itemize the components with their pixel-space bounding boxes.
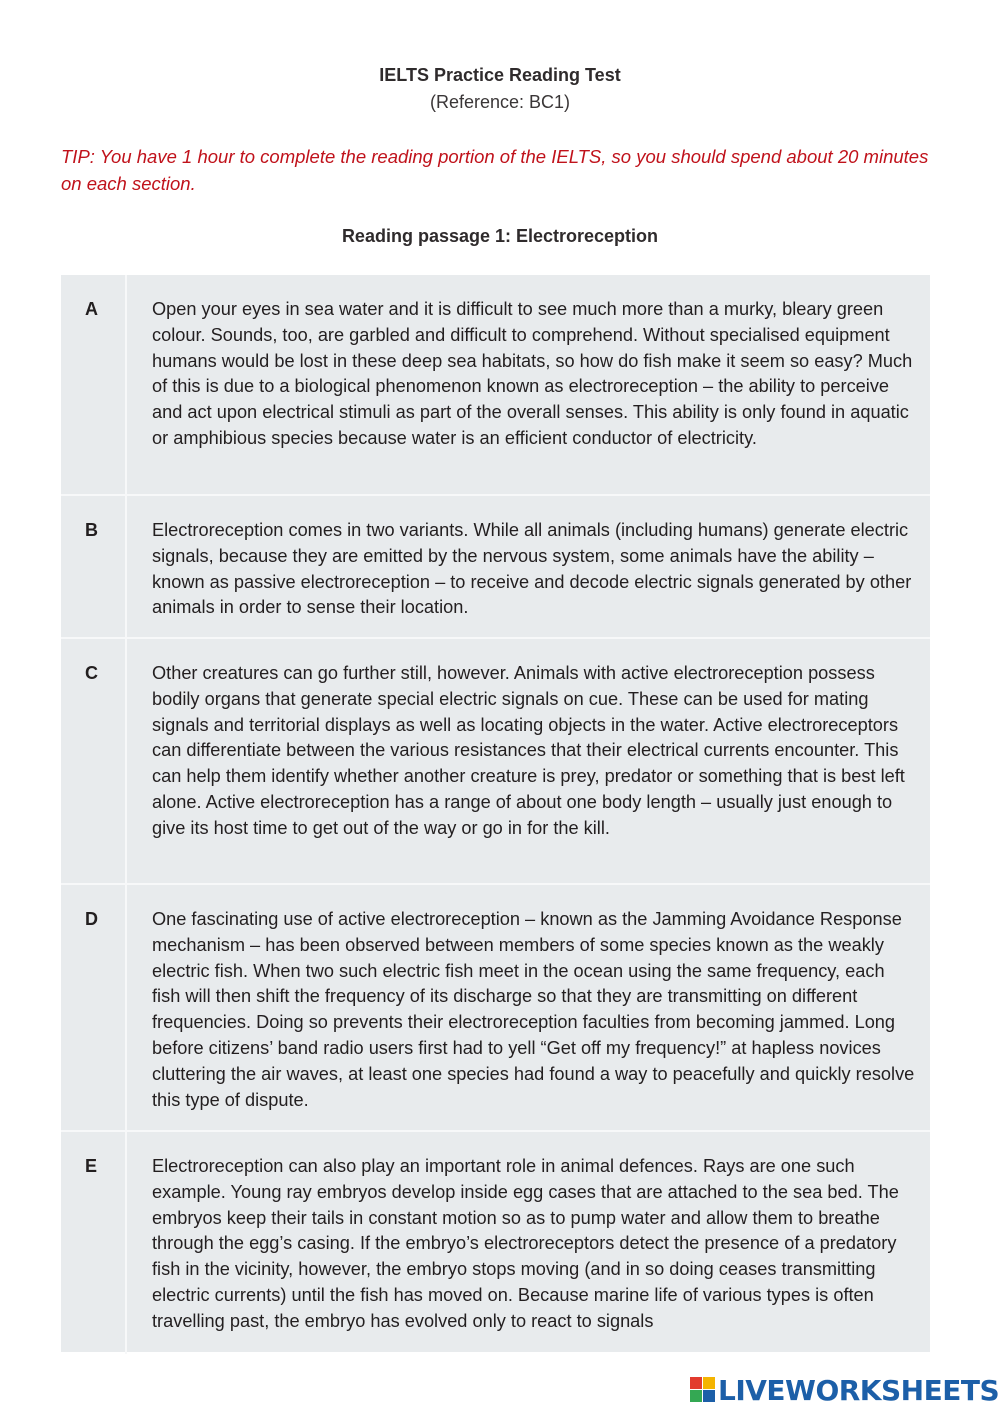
label-cell	[61, 1132, 127, 1354]
logo-square-icon	[690, 1377, 702, 1389]
label-cell	[61, 275, 127, 494]
logo-square-icon	[703, 1390, 715, 1402]
reference-code: (Reference: BC1)	[429, 92, 571, 112]
paragraph-row-a	[61, 275, 930, 494]
paragraph-text: One fascinating use of active electroreception – known as the Jamming Avoidance Response mechanism – has been observed between members of some species known as the weakly electric fish. When two such electric fish meet in the ocean using the same frequency, each fish will then shift the frequency of its discharge so that they are transmitting on different frequencies. Doing so prevents their electroreception faculties from becoming jammed. Long before citizens’ band radio users first had to yell “Get off my frequency!” at hapless novices cluttering the air waves, at least one species had found a way to peacefully and quickly resolve this type of dispute.	[152, 909, 915, 1110]
paragraph-label: B	[85, 520, 98, 540]
label-cell	[61, 639, 127, 885]
liveworksheets-logo	[690, 1372, 999, 1408]
paragraph-row-e	[61, 1130, 930, 1354]
paragraph-text: Electroreception comes in two variants. While all animals (including humans) generate electric signals, because they are emitted by the nervous system, some animals have the ability – known as passive electroreception – to receive and decode electric signals generated by other animals in order to sense their location.	[152, 520, 912, 618]
passage-heading: Reading passage 1: Electroreception	[341, 226, 659, 246]
paragraph-row-c	[61, 637, 930, 885]
liveworksheets-logo-text: LIVEWORKSHEETS	[718, 1373, 1000, 1407]
passage-table	[61, 275, 930, 1352]
paragraph-label: A	[85, 299, 98, 319]
paragraph-text: Electroreception can also play an important role in animal defences. Rays are one such example. Young ray embryos develop inside egg cases that are attached to the sea bed. The embryos keep their tails in constant motion so as to pump water and allow them to breathe through the egg’s casing. If the embryo’s electroreceptors detect the presence of a predatory fish in the vicinity, however, the embryo stops moving (and in so doing ceases transmitting electric currents) until the fish has moved on. Because marine life of various types is often travelling past, the embryo has evolved only to react to signals	[152, 1156, 899, 1331]
paragraph-row-b	[61, 494, 930, 639]
liveworksheets-logo-icon	[690, 1377, 716, 1403]
tip-text: TIP: You have 1 hour to complete the reading portion of the IELTS, so you should spend about 20 minutes on each section.	[61, 146, 929, 194]
paragraph-label: C	[85, 663, 98, 683]
logo-square-icon	[690, 1390, 702, 1402]
label-cell	[61, 496, 127, 639]
paragraph-label: D	[85, 909, 98, 929]
paragraph-label: E	[85, 1156, 98, 1176]
paragraph-text: Open your eyes in sea water and it is difficult to see much more than a murky, bleary green colour. Sounds, too, are garbled and difficult to comprehend. Without specialised equipment humans would be lost in these deep sea habitats, so how do fish make it seem so easy? Much of this is due to a biological phenomenon known as electroreception – the ability to perceive and act upon electrical stimuli as part of the overall senses. This ability is only found in aquatic or amphibious species because water is an efficient conductor of electricity.	[152, 299, 913, 448]
paragraph-text: Other creatures can go further still, however. Animals with active electroreception possess bodily organs that generate special electric signals on cue. These can be used for mating signals and territorial displays as well as locating objects in the water. Active electroreceptors can differentiate between the various resistances that their electrical currents encounter. This can help them identify whether another creature is prey, predator or something that is best left alone. Active electroreception has a range of about one body length – usually just enough to give its host time to get out of the way or go in for the kill.	[152, 663, 905, 838]
paragraph-row-d	[61, 883, 930, 1132]
label-cell	[61, 885, 127, 1132]
page-title: IELTS Practice Reading Test	[379, 65, 621, 85]
logo-square-icon	[703, 1377, 715, 1389]
